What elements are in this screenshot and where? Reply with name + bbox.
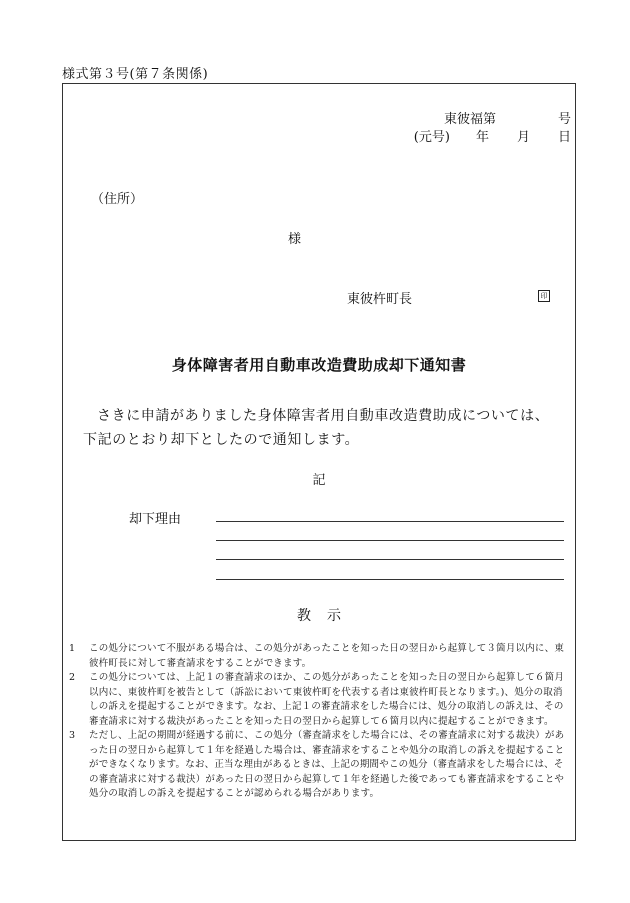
date-month: 月 [516, 130, 530, 145]
issuer-name: 東彼杵町長 [347, 292, 413, 307]
note-text: この処分については、上記１の審査請求のほか、この処分があったことを知った日の翌日から起算して６箇月以内に、東彼杵町を被告として（訴訟において東彼杵町を代表する者は東彼杵町長となります。)、処分の取消しの訴えを提起することができます。なお、上記１の審査請求をした場合には、処分の取消しの訴えは、その審査請求に対する裁決があったことを知った日の翌日から起算して６箇月以内に提起することができます。 [89, 672, 565, 727]
ki-heading: 記 [312, 473, 326, 488]
document-number-suffix: 号 [557, 112, 571, 127]
document-number [444, 108, 571, 127]
note-number: 1 [69, 643, 76, 654]
note-text: この処分について不服がある場合は、この処分があったことを知った日の翌日から起算して３箇月以内に、東彼杵町長に対して審査請求をすることができます。 [89, 643, 565, 669]
document-title: 身体障害者用自動車改造費助成却下通知書 [171, 356, 467, 374]
form-label: 様式第３号(第７条関係) [62, 67, 209, 82]
note-number: 2 [69, 672, 76, 683]
date-year: 年 [475, 130, 489, 145]
body-text: さきに申請がありました身体障害者用自動車改造費助成については、下記のとおり却下としたので通知します。 [83, 408, 550, 448]
reason-line [216, 521, 564, 522]
seal-mark: 印 [538, 290, 550, 302]
note-item [69, 671, 569, 729]
note-item [69, 642, 569, 671]
date-day: 日 [557, 130, 571, 145]
document-date [414, 126, 571, 145]
document-number-prefix: 東彼福第 [443, 112, 496, 127]
note-text: ただし、上記の期間が経過する前に、この処分（審査請求をした場合には、その審査請求に対する裁決）があった日の翌日から起算して１年を経過した場合は、審査請求をすることや処分の取消しの訴えを提起することができなくなります。なお、正当な理由があるときは、上記の期間やこの処分（審査請求をした場合には、その審査請求に対する裁決）があった日の翌日から起算して１年を経過した後であっても審査請求をすることや処分の取消しの訴えを提起することが認められる場合があります。 [89, 730, 565, 799]
date-era: (元号) [413, 130, 450, 145]
instruction-heading: 教示 [297, 608, 357, 624]
reason-line [216, 579, 564, 580]
reason-line [216, 540, 564, 541]
instruction-notes [69, 642, 569, 802]
recipient-honorific: 様 [288, 232, 302, 247]
rejection-reason-label: 却下理由 [129, 512, 182, 527]
reason-line [216, 559, 564, 560]
document-frame [62, 83, 576, 841]
note-item [69, 729, 569, 802]
address-label: （住所） [91, 192, 144, 207]
note-number: 3 [69, 730, 76, 741]
